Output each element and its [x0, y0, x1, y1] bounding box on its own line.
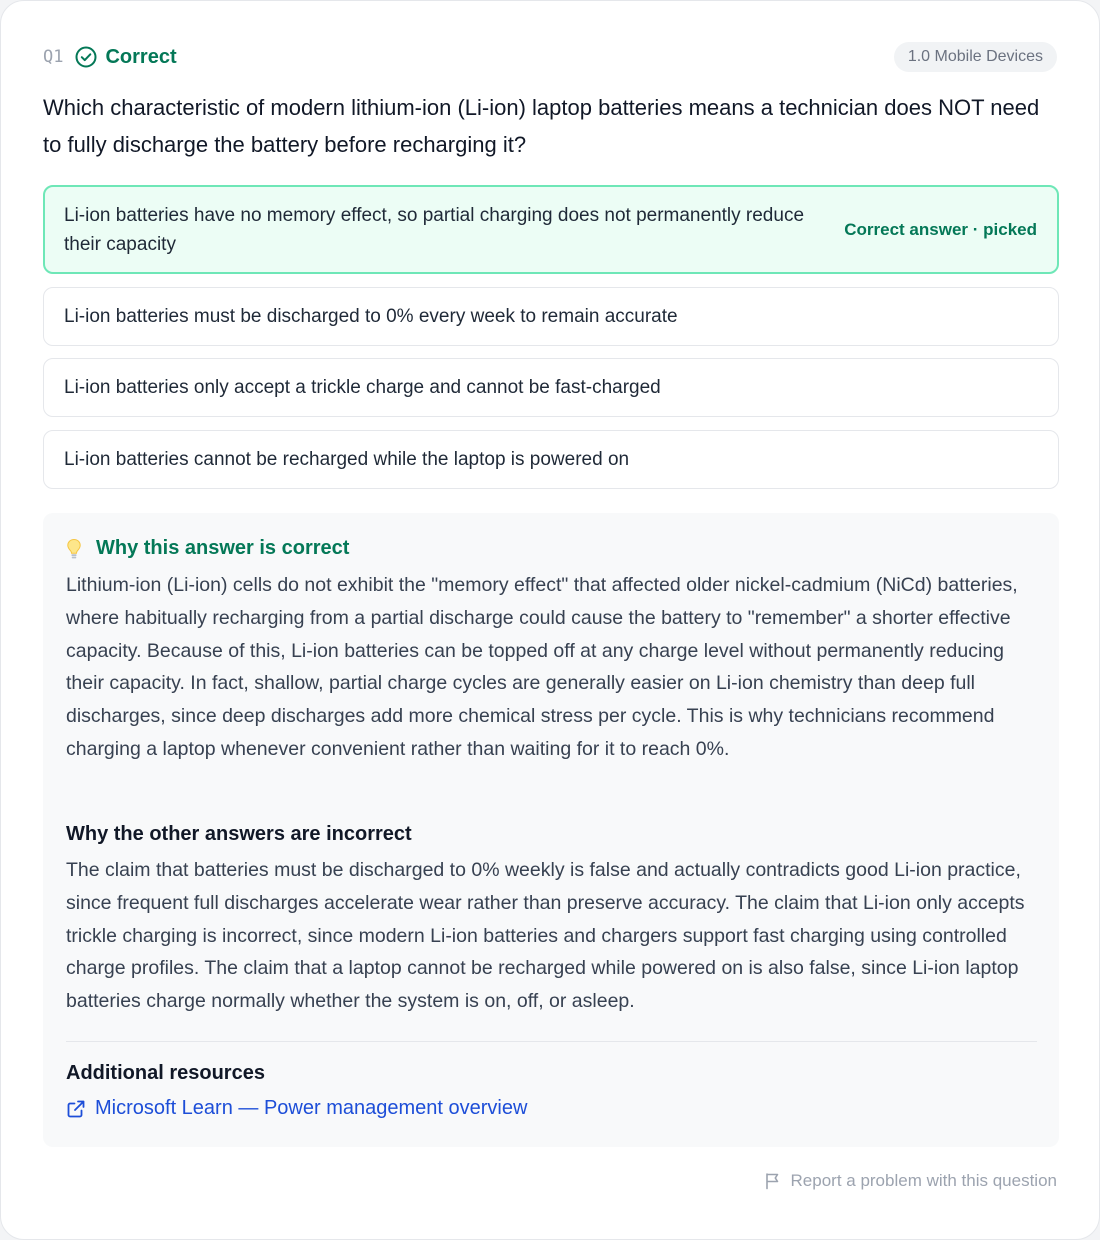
question-header	[43, 41, 1057, 73]
correct-picked-badge: Correct answer · picked	[844, 219, 1037, 239]
answer-option-4[interactable]	[43, 430, 1059, 489]
question-text: Which characteristic of modern lithium-ion (Li-ion) laptop batteries means a technician does NOT need to fully discharge the battery before recharging it?	[43, 95, 1040, 157]
question-status-group	[43, 46, 177, 69]
category-tag: 1.0 Mobile Devices	[894, 42, 1057, 72]
question-number: Q1	[43, 47, 64, 67]
resources-title: Additional resources	[66, 1062, 265, 1084]
divider	[66, 1041, 1037, 1042]
option-text: Li-ion batteries must be discharged to 0% every week to remain accurate	[64, 306, 678, 327]
answer-option-3[interactable]	[43, 358, 1059, 417]
option-text: Li-ion batteries cannot be recharged while the laptop is powered on	[64, 449, 630, 470]
incorrect-explanation-title: Why the other answers are incorrect	[66, 823, 412, 845]
resource-link-text: Microsoft Learn — Power management overview	[95, 1097, 528, 1119]
correct-explanation-text: Lithium-ion (Li-ion) cells do not exhibit the "memory effect" that affected older nickel-cadmium (NiCd) batteries, where habitually recharging from a partial discharge could cause the battery to "remember" a shorter effective capacity. Because of this, Li-ion batteries can be topped off at any charge level without permanently reducing their capacity. In fact, shallow, partial charge cycles are generally easier on Li-ion chemistry than deep full discharges, since deep discharges add more chemical stress per cycle. This is why technicians recommend charging a laptop whenever convenient rather than waiting for it to reach 0%.	[66, 574, 1018, 760]
answer-option-2[interactable]	[43, 287, 1059, 346]
incorrect-explanation-text: The claim that batteries must be discharged to 0% weekly is false and actually contradicts good Li-ion practice, since frequent full discharges accelerate wear rather than preserve accuracy. The claim that Li-ion only accepts trickle charging is incorrect, since modern Li-ion batteries and chargers support fast charging using controlled charge profiles. The claim that a laptop cannot be recharged while powered on is also false, since Li-ion laptop batteries charge normally whether the system is on, off, or asleep.	[66, 859, 1025, 1013]
lightbulb-icon	[66, 538, 82, 560]
option-text: Li-ion batteries have no memory effect, so partial charging does not permanently reduce their capacity	[64, 204, 805, 255]
option-text: Li-ion batteries only accept a trickle charge and cannot be fast-charged	[64, 377, 661, 398]
report-problem-label: Report a problem with this question	[790, 1171, 1057, 1190]
explanation-panel	[43, 513, 1059, 1147]
flag-icon	[764, 1172, 782, 1190]
correct-explanation-title: Why this answer is correct	[96, 537, 350, 559]
check-circle-icon	[75, 46, 97, 68]
explanation-title-row	[66, 537, 349, 560]
report-problem-button[interactable]	[764, 1171, 1057, 1191]
resource-link[interactable]	[66, 1097, 527, 1120]
external-link-icon	[66, 1099, 86, 1119]
answer-option-1[interactable]	[43, 185, 1059, 274]
status-label: Correct	[105, 45, 177, 68]
